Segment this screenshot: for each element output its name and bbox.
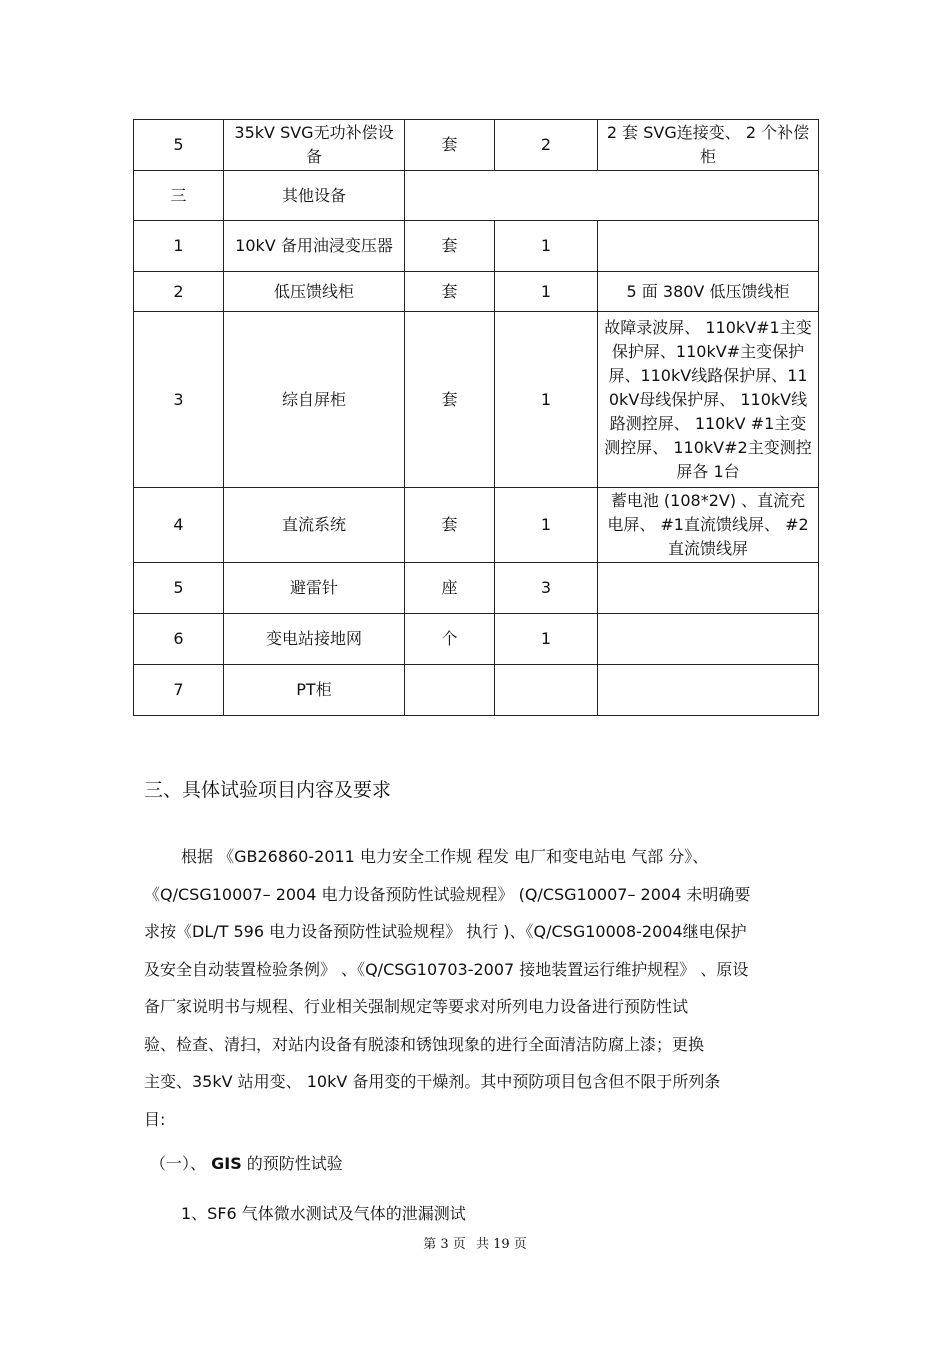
cell-unit	[405, 171, 819, 221]
table-row	[134, 120, 819, 171]
cell-index: 4	[134, 488, 224, 563]
table-row	[134, 614, 819, 665]
cell-note	[598, 563, 819, 614]
subheading-text: 的预防性试验	[241, 1154, 343, 1173]
cell-note	[598, 221, 819, 272]
cell-qty: 3	[495, 563, 598, 614]
paragraph-line: 求按《DL/T 596 电力设备预防性试验规程》 执行 )、《Q/CSG10008-2004继电保护	[144, 922, 747, 941]
table-row	[134, 563, 819, 614]
cell-index: 三	[134, 171, 224, 221]
cell-name: 直流系统	[224, 488, 405, 563]
requirements-paragraph	[144, 838, 812, 1138]
paragraph-line: 主变、35kV 站用变、 10kV 备用变的干燥剂。其中预防项目包含但不限于所列条	[144, 1072, 721, 1091]
cell-qty: 1	[495, 221, 598, 272]
cell-index: 2	[134, 272, 224, 312]
cell-index: 5	[134, 120, 224, 171]
table-row	[134, 272, 819, 312]
cell-qty	[495, 665, 598, 716]
paragraph-line: 根据 《GB26860-2011 电力安全工作规 程发 电厂和变电站电 气部 分》、	[181, 847, 709, 866]
cell-note: 故障录波屏、 110kV#1主变保护屏、110kV#主变保护屏、110kV线路保护屏、110kV母线保护屏、 110kV线路测控屏、 110kV #1主变测控屏、 110kV#2主变测控屏各 1台	[598, 312, 819, 488]
cell-qty: 1	[495, 488, 598, 563]
cell-name: 10kV 备用油浸变压器	[224, 221, 405, 272]
cell-index: 3	[134, 312, 224, 488]
cell-unit: 套	[405, 120, 495, 171]
table-row	[134, 488, 819, 563]
subheading-number: （一）、	[150, 1154, 207, 1173]
subitem-sf6-test: 1、SF6 气体微水测试及气体的泄漏测试	[181, 1204, 466, 1223]
cell-unit: 套	[405, 488, 495, 563]
cell-index: 5	[134, 563, 224, 614]
cell-name: 变电站接地网	[224, 614, 405, 665]
section-title: 三、具体试验项目内容及要求	[144, 779, 392, 801]
cell-unit: 套	[405, 272, 495, 312]
cell-note	[598, 665, 819, 716]
cell-name: 低压馈线柜	[224, 272, 405, 312]
table-row	[134, 665, 819, 716]
paragraph-line: 验、检查、清扫，对站内设备有脱漆和锈蚀现象的进行全面清洁防腐上漆；更换	[144, 1034, 705, 1054]
cell-qty: 2	[495, 120, 598, 171]
page-total: 共 19 页	[475, 1237, 527, 1252]
cell-index: 7	[134, 665, 224, 716]
table-row	[134, 312, 819, 488]
cell-name: 35kV SVG无功补偿设备	[224, 120, 405, 171]
equipment-table	[133, 119, 819, 716]
table-row	[134, 221, 819, 272]
cell-unit: 个	[405, 614, 495, 665]
page-number: 第 3 页	[423, 1237, 466, 1252]
cell-name: 其他设备	[224, 171, 405, 221]
table-row	[134, 171, 819, 221]
cell-name: PT柜	[224, 665, 405, 716]
page-footer	[0, 1233, 950, 1252]
cell-qty: 1	[495, 614, 598, 665]
subheading-bold: GIS	[211, 1154, 242, 1173]
cell-qty: 1	[495, 312, 598, 488]
cell-note: 5 面 380V 低压馈线柜	[598, 272, 819, 312]
paragraph-line: 备厂家说明书与规程、行业相关强制规定等要求对所列电力设备进行预防性试	[144, 997, 689, 1016]
cell-unit: 套	[405, 221, 495, 272]
cell-qty: 1	[495, 272, 598, 312]
cell-index: 6	[134, 614, 224, 665]
cell-name: 避雷针	[224, 563, 405, 614]
cell-note: 2 套 SVG连接变、 2 个补偿柜	[598, 120, 819, 171]
cell-name: 综自屏柜	[224, 312, 405, 488]
cell-note	[598, 614, 819, 665]
cell-unit: 套	[405, 312, 495, 488]
cell-unit: 座	[405, 563, 495, 614]
paragraph-line: 《Q/CSG10007– 2004 电力设备预防性试验规程》 (Q/CSG10007– 2004 未明确要	[144, 884, 751, 904]
paragraph-line: 及安全自动装置检验条例》 、《Q/CSG10703-2007 接地装置运行维护规程》 、原设	[144, 959, 749, 979]
subheading-gis	[150, 1151, 343, 1174]
paragraph-line: 目:	[144, 1109, 166, 1129]
cell-note: 蓄电池 (108*2V) 、直流充电屏、 #1直流馈线屏、 #2直流馈线屏	[598, 488, 819, 563]
cell-unit	[405, 665, 495, 716]
cell-index: 1	[134, 221, 224, 272]
